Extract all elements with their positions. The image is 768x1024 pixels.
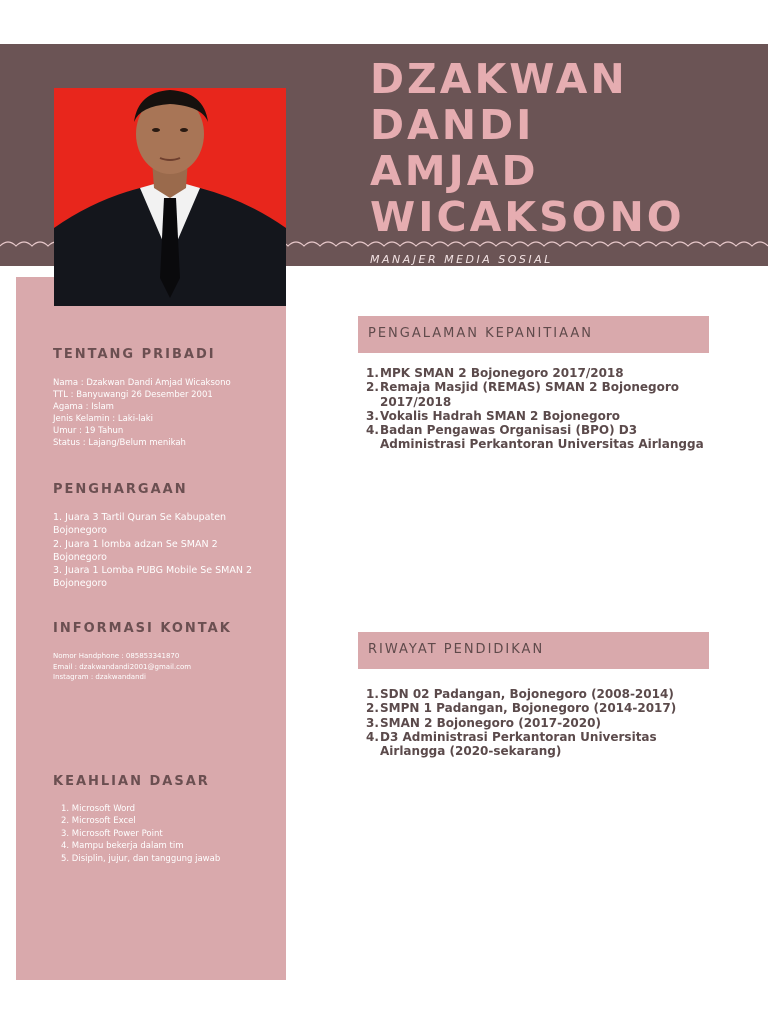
list-text: Vokalis Hadrah SMAN 2 Bojonegoro — [380, 408, 621, 423]
contact-phone: Nomor Handphone : 085853341870 — [53, 652, 180, 660]
list-item: 4. Mampu bekerja dalam tim — [61, 841, 184, 852]
list-text: Remaja Masjid (REMAS) SMAN 2 Bojonegoro 2017/2018 — [380, 380, 680, 409]
about-line: Status : Lajang/Belum menikah — [53, 438, 186, 448]
profile-photo — [54, 88, 286, 306]
job-title: MANAJER MEDIA SOSIAL — [370, 253, 553, 266]
list-item — [366, 409, 706, 423]
contact-instagram: Instagram : dzakwandandi — [53, 673, 146, 681]
list-number: 2. — [366, 380, 379, 395]
about-line: Umur : 19 Tahun — [53, 426, 124, 436]
about-line: Jenis Kelamin : Laki-laki — [53, 414, 154, 424]
list-number: 4. — [366, 423, 379, 438]
list-item — [366, 701, 706, 715]
list-text: Badan Pengawas Organisasi (BPO) D3 Administrasi Perkantoran Universitas Airlangga — [380, 423, 704, 452]
list-item: 3. Juara 1 Lomba PUBG Mobile Se SMAN 2 Bojonegoro — [53, 565, 252, 590]
list-number: 3. — [366, 408, 379, 423]
list-item — [366, 687, 706, 701]
list-item — [366, 716, 706, 730]
contact-heading: INFORMASI KONTAK — [53, 621, 232, 636]
list-item: 5. Disiplin, jujur, dan tanggung jawab — [61, 853, 221, 864]
list-item: 2. Microsoft Excel — [61, 816, 136, 827]
list-number: 3. — [366, 715, 379, 730]
list-item — [366, 730, 706, 759]
education-list — [366, 687, 706, 758]
list-text: MPK SMAN 2 Bojonegoro 2017/2018 — [380, 366, 624, 380]
list-item — [366, 380, 706, 409]
education-heading: RIWAYAT PENDIDIKAN — [358, 632, 709, 669]
about-line: TTL : Banyuwangi 26 Desember 2001 — [53, 390, 213, 400]
committee-list — [366, 366, 706, 452]
contact-email: Email : dzakwandandi2001@gmail.com — [53, 662, 192, 671]
list-number: 4. — [366, 729, 379, 744]
list-text: SMAN 2 Bojonegoro (2017-2020) — [380, 715, 601, 730]
about-heading: TENTANG PRIBADI — [53, 347, 216, 362]
name-line: DZAKWAN — [370, 55, 628, 103]
list-item: 1. Juara 3 Tartil Quran Se Kabupaten Bojonegoro — [53, 512, 227, 537]
list-item — [366, 423, 706, 452]
list-number: 1. — [366, 687, 379, 701]
list-number: 2. — [366, 701, 379, 716]
name-line: WICAKSONO — [370, 193, 685, 241]
list-text: SDN 02 Padangan, Bojonegoro (2008-2014) — [380, 687, 674, 701]
list-item: 3. Microsoft Power Point — [61, 828, 163, 839]
skills-heading: KEAHLIAN DASAR — [53, 774, 210, 789]
about-details — [53, 377, 278, 449]
full-name — [370, 56, 760, 240]
committee-heading: PENGALAMAN KEPANITIAAN — [358, 316, 709, 353]
awards-heading: PENGHARGAAN — [53, 482, 188, 497]
name-line: AMJAD — [370, 147, 539, 195]
list-item — [366, 366, 706, 380]
skills-list — [53, 803, 286, 865]
about-line: Nama : Dzakwan Dandi Amjad Wicaksono — [53, 378, 231, 388]
list-number: 1. — [366, 366, 379, 380]
list-item: 2. Juara 1 lomba adzan Se SMAN 2 Bojonegoro — [53, 538, 218, 563]
about-line: Agama : Islam — [53, 402, 114, 412]
list-text: D3 Administrasi Perkantoran Universitas Airlangga (2020-sekarang) — [380, 729, 657, 759]
contact-details — [53, 651, 278, 683]
name-line: DANDI — [370, 101, 535, 149]
awards-list — [53, 511, 268, 591]
list-item: 1. Microsoft Word — [61, 804, 136, 814]
list-text: SMPN 1 Padangan, Bojonegoro (2014-2017) — [380, 701, 677, 716]
